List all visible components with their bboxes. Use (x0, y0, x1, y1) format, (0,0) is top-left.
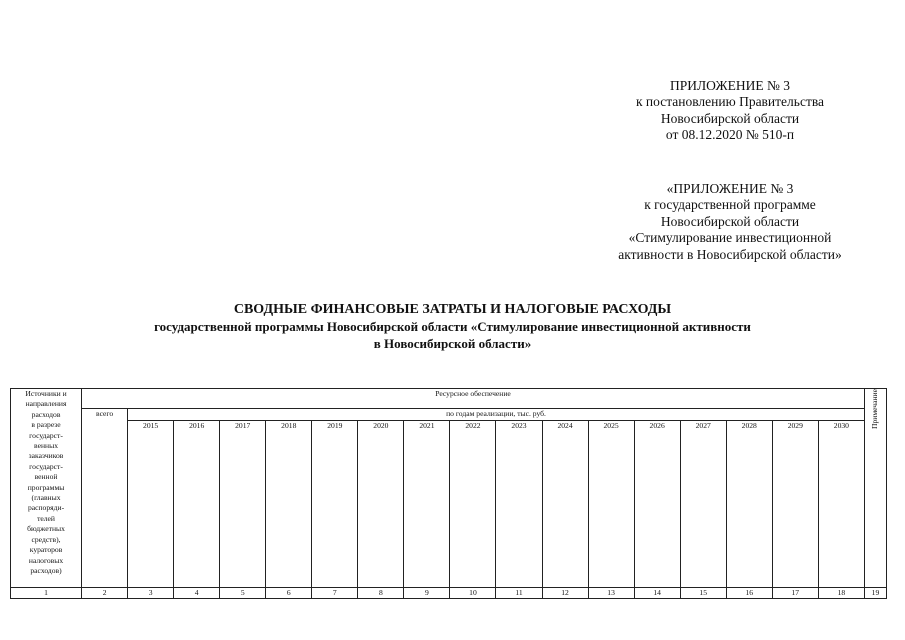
resource-header-cell: Ресурсное обеспечение (82, 389, 865, 409)
column-number-cell: 1 (11, 587, 82, 599)
year-header-cell: 2022 (450, 420, 496, 587)
year-header-cell: 2015 (128, 420, 174, 587)
note-header-cell (864, 389, 886, 588)
column-number-cell: 12 (542, 587, 588, 599)
column-number-cell: 14 (634, 587, 680, 599)
sources-header-line: заказчиков (28, 451, 64, 461)
appendix-program-line: «ПРИЛОЖЕНИЕ № 3 (666, 181, 794, 196)
column-number-cell: 10 (450, 587, 496, 599)
sources-header-line: кураторов (29, 545, 63, 555)
appendix-decree-block (580, 78, 880, 144)
document-subtitle: в Новосибирской области» (373, 336, 532, 351)
year-header-cell: 2028 (726, 420, 772, 587)
column-number-cell: 18 (818, 587, 864, 599)
sources-header-line: венной (34, 472, 58, 482)
sources-header-line: телей (37, 513, 55, 523)
column-number-cell: 8 (358, 587, 404, 599)
year-header-cell: 2030 (818, 420, 864, 587)
column-number-cell: 17 (772, 587, 818, 599)
column-number-cell: 6 (266, 587, 312, 599)
appendix-program-line: активности в Новосибирской области» (618, 246, 842, 262)
column-number-cell: 7 (312, 587, 358, 599)
by-years-header-cell: по годам реализации, тыс. руб. (128, 409, 865, 421)
year-header-cell: 2025 (588, 420, 634, 587)
document-title: СВОДНЫЕ ФИНАНСОВЫЕ ЗАТРАТЫ И НАЛОГОВЫЕ РАСХОДЫ (233, 302, 672, 317)
appendix-decree-line: ПРИЛОЖЕНИЕ № 3 (669, 78, 791, 93)
appendix-decree-line: к постановлению Правительства (635, 94, 825, 110)
year-header-cell: 2016 (174, 420, 220, 587)
year-header-cell: 2017 (220, 420, 266, 587)
appendix-program-block (580, 181, 880, 263)
column-number-cell: 3 (128, 587, 174, 599)
appendix-program-line: «Стимулирование инвестиционной (628, 230, 832, 246)
year-header-cell: 2027 (680, 420, 726, 587)
sources-header-line: программы (27, 482, 65, 492)
sources-header-line: расходов) (30, 565, 62, 575)
column-number-cell: 2 (82, 587, 128, 599)
column-number-cell: 15 (680, 587, 726, 599)
sources-header-cell (11, 389, 82, 588)
column-number-cell: 11 (496, 587, 542, 599)
year-header-cell: 2024 (542, 420, 588, 587)
sources-header-line: государст- (29, 461, 63, 471)
financial-costs-table (10, 388, 887, 599)
total-header-cell: всего (82, 409, 128, 588)
column-number-cell: 19 (864, 587, 886, 599)
column-number-cell: 4 (174, 587, 220, 599)
sources-header-line: бюджетных (27, 524, 65, 534)
sources-header-line: в разрезе (31, 420, 61, 430)
year-header-cell: 2026 (634, 420, 680, 587)
appendix-program-line: к государственной программе (644, 197, 816, 213)
year-header-cell: 2019 (312, 420, 358, 587)
column-number-cell: 5 (220, 587, 266, 599)
sources-header-line: государст- (29, 430, 63, 440)
sources-header-line: средств), (31, 534, 61, 544)
sources-header-line: (главных (31, 493, 61, 503)
appendix-decree-line: от 08.12.2020 № 510-п (665, 127, 795, 143)
note-header-text: Примечание (870, 389, 880, 430)
year-header-cell: 2020 (358, 420, 404, 587)
column-number-cell: 13 (588, 587, 634, 599)
year-header-cell: 2029 (772, 420, 818, 587)
sources-header-line: венных (34, 441, 58, 451)
year-header-cell: 2021 (404, 420, 450, 587)
sources-header-line: распоряди- (27, 503, 65, 513)
sources-header-line: направления (25, 399, 67, 409)
column-number-cell: 9 (404, 587, 450, 599)
column-numbers-row (11, 587, 887, 599)
appendix-decree-line: Новосибирской области (660, 110, 800, 126)
sources-header-line: Источники и (25, 389, 67, 398)
sources-header-line: расходов (31, 409, 61, 419)
column-number-cell: 16 (726, 587, 772, 599)
year-header-cell: 2018 (266, 420, 312, 587)
year-header-cell: 2023 (496, 420, 542, 587)
sources-header-line: налоговых (28, 555, 64, 565)
document-subtitle: государственной программы Новосибирской области «Стимулирование инвестиционной активности (154, 319, 751, 334)
appendix-program-line: Новосибирской области (660, 213, 800, 229)
